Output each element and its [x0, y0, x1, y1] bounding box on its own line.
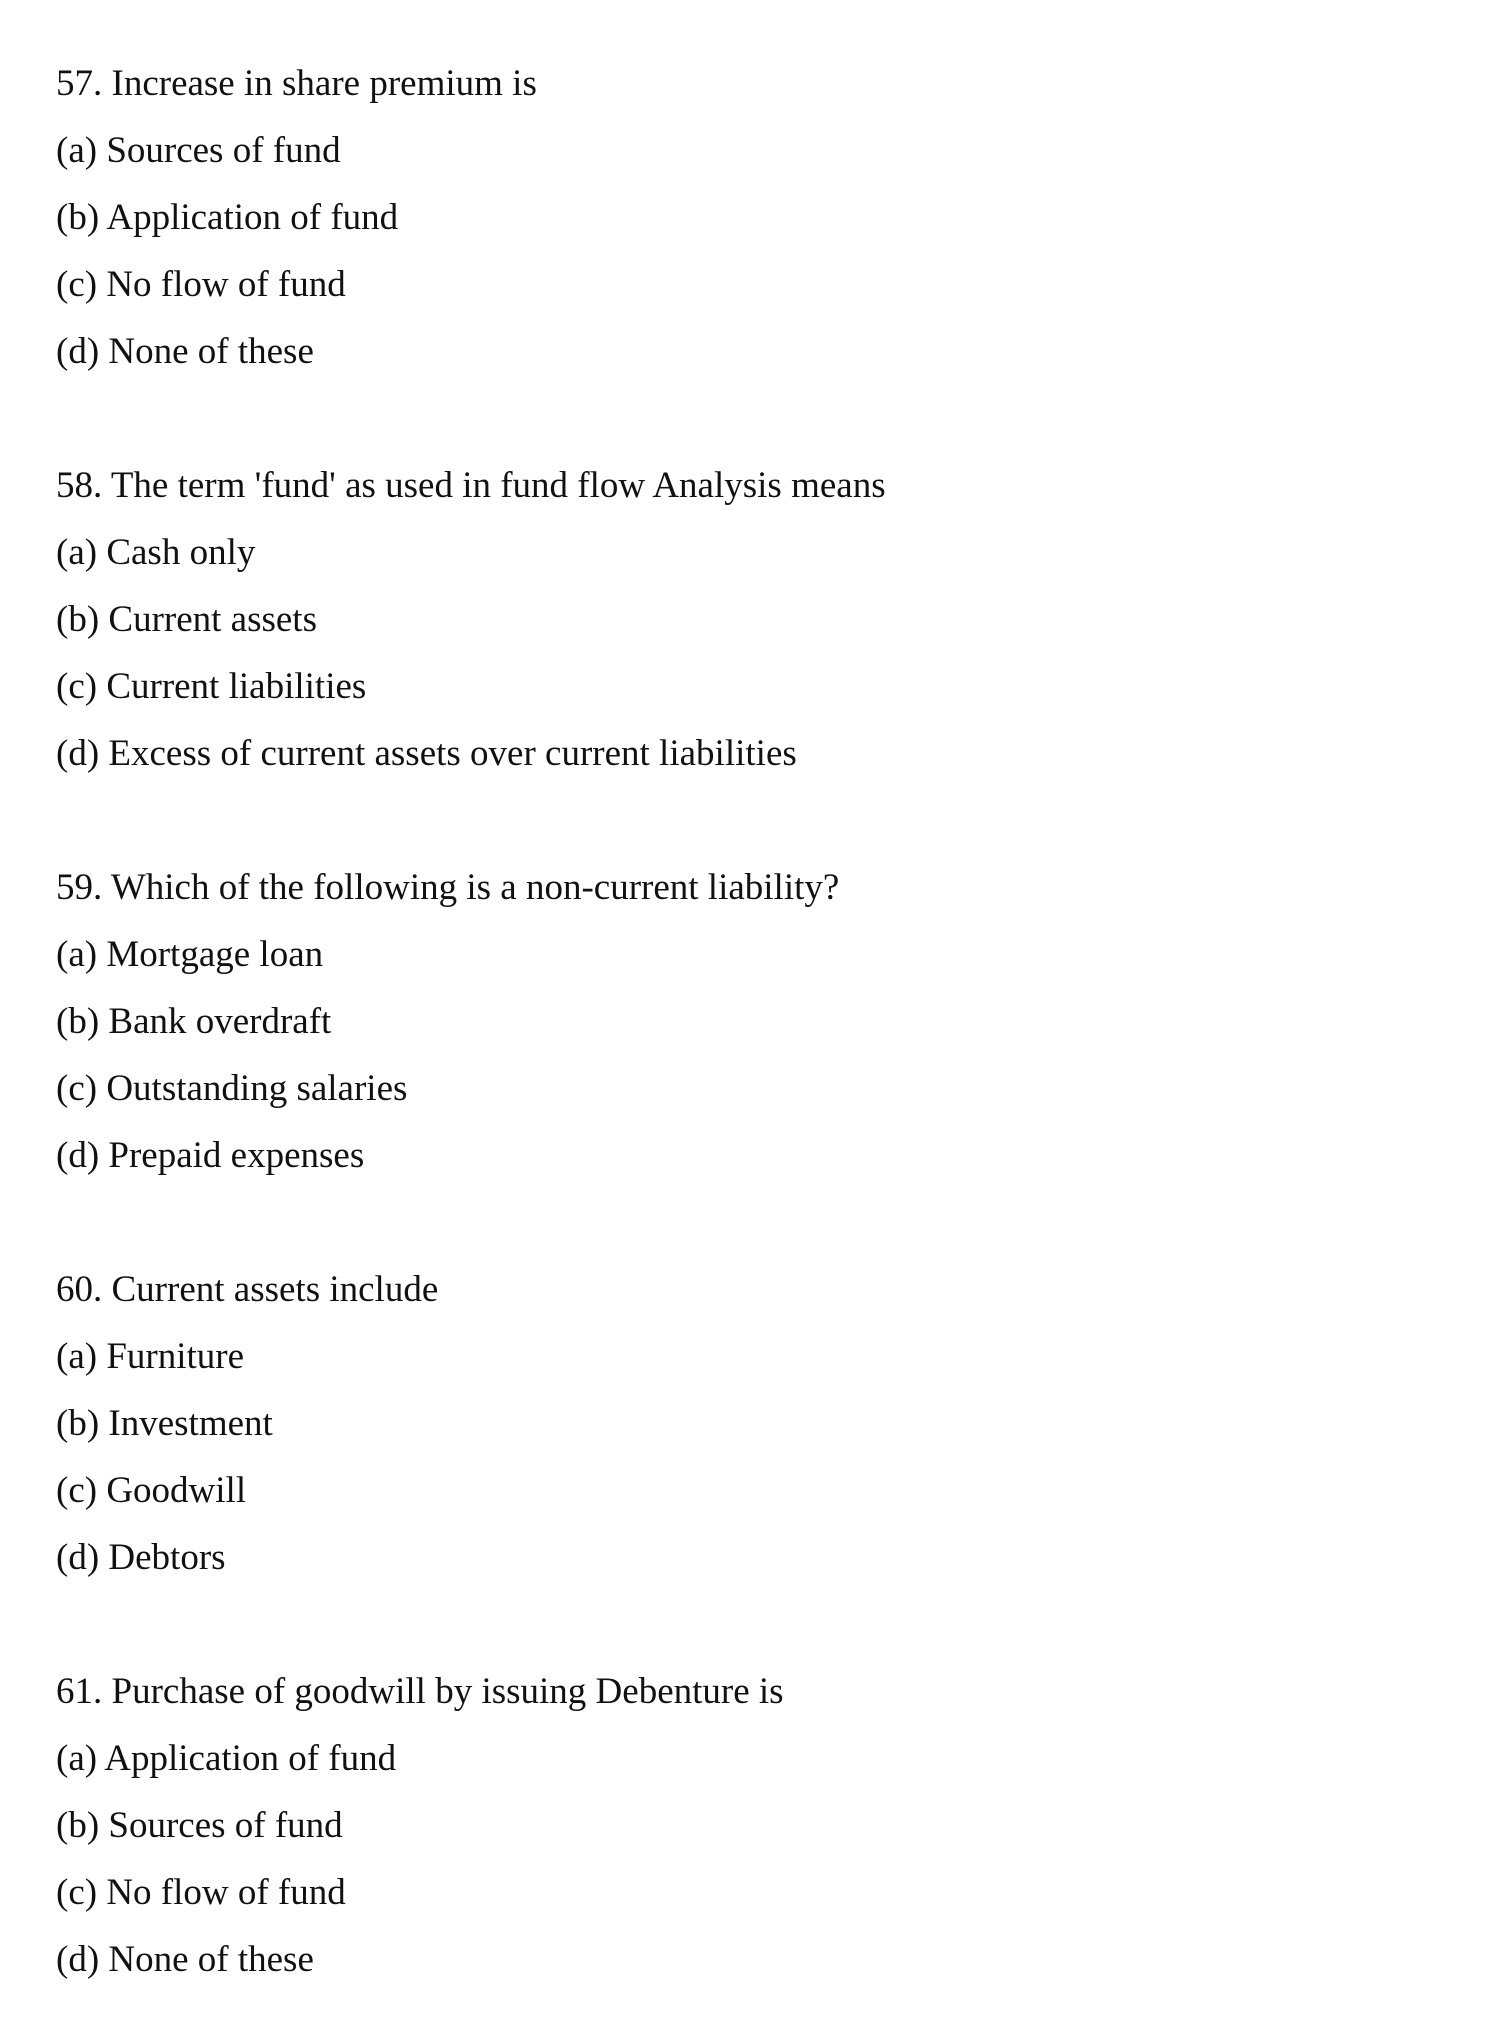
question-stem: 59. Which of the following is a non-current liability?	[56, 867, 840, 908]
option-b: (b) Application of fund	[56, 197, 399, 238]
option-c: (c) Goodwill	[56, 1470, 247, 1511]
option-a: (a) Furniture	[56, 1336, 245, 1377]
option-d: (d) Prepaid expenses	[56, 1135, 365, 1176]
option-a: (a) Application of fund	[56, 1738, 397, 1779]
question-59	[56, 854, 1456, 1189]
option-c: (c) No flow of fund	[56, 1872, 346, 1913]
question-60	[56, 1256, 1456, 1591]
question-57	[56, 50, 1456, 385]
question-stem: 60. Current assets include	[56, 1269, 439, 1310]
question-58	[56, 452, 1456, 787]
question-sheet	[56, 50, 1456, 1993]
question-stem: 61. Purchase of goodwill by issuing Debenture is	[56, 1671, 784, 1712]
option-d: (d) None of these	[56, 1939, 314, 1980]
option-d: (d) Debtors	[56, 1537, 226, 1578]
question-stem: 58. The term 'fund' as used in fund flow Analysis means	[56, 465, 886, 506]
option-a: (a) Cash only	[56, 532, 256, 573]
option-b: (b) Investment	[56, 1403, 273, 1444]
option-d: (d) Excess of current assets over current liabilities	[56, 733, 797, 774]
option-c: (c) No flow of fund	[56, 264, 346, 305]
option-c: (c) Outstanding salaries	[56, 1068, 408, 1109]
option-b: (b) Bank overdraft	[56, 1001, 332, 1042]
option-a: (a) Sources of fund	[56, 130, 341, 171]
question-61	[56, 1658, 1456, 1993]
option-b: (b) Sources of fund	[56, 1805, 343, 1846]
question-stem: 57. Increase in share premium is	[56, 63, 537, 104]
option-d: (d) None of these	[56, 331, 314, 372]
option-b: (b) Current assets	[56, 599, 317, 640]
option-c: (c) Current liabilities	[56, 666, 367, 707]
option-a: (a) Mortgage loan	[56, 934, 324, 975]
